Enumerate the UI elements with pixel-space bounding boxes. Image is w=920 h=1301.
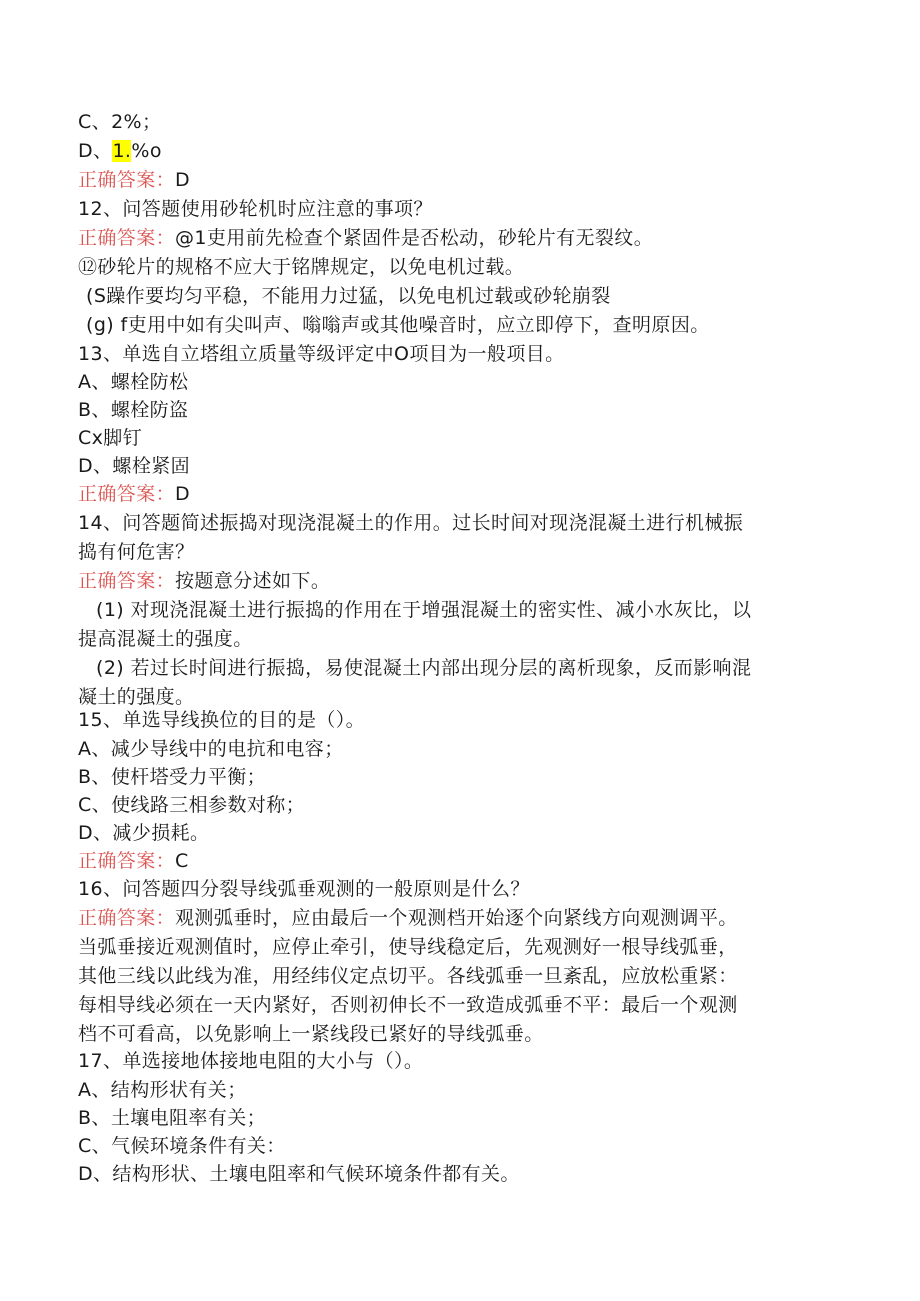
q17-option-d: D、结构形状、土壤电阻率和气候环境条件都有关。: [78, 1163, 520, 1185]
answer-label: 正确答案：: [78, 907, 176, 929]
q12-answer-line-3: (S躁作要均匀平稳，不能用力过猛，以免电机过载或砂轮崩裂: [86, 285, 611, 307]
q13-question: 13、单选自立塔组立质量等级评定中O项目为一般项目。: [78, 343, 565, 365]
q16-answer-line-2: 当弧垂接近观测值时，应停止牵引，使导线稳定后，先观测好一根导线弧垂，: [78, 936, 738, 958]
q13-option-d: D、螺栓紧固: [78, 455, 191, 477]
q16-answer-line-3: 其他三线以此线为准，用经纬仪定点切平。各线弧垂一旦紊乱，应放松重紧：: [78, 965, 738, 987]
q14-point-2-cont: 凝土的强度。: [78, 686, 195, 708]
answer-value: 按题意分述如下。: [175, 570, 331, 592]
q17-option-c: C、气候环境条件有关：: [78, 1135, 286, 1157]
answer-value: D: [175, 169, 191, 191]
q15-option-d: D、减少损耗。: [78, 822, 210, 844]
q14-question-line-2: 捣有何危害？: [78, 541, 195, 563]
q14-answer: [78, 567, 330, 595]
q15-option-b: B、使杆塔受力平衡；: [78, 766, 267, 788]
q14-point-1: (1) 对现浇混凝土进行振捣的作用在于增强混凝土的密实性、减小水灰比，以: [96, 599, 752, 621]
q13-option-a: A、螺栓防松: [78, 371, 189, 393]
highlighted-text: 1.: [112, 140, 132, 162]
q17-option-a: A、结构形状有关；: [78, 1079, 247, 1101]
answer-label: 正确答案：: [78, 483, 176, 505]
answer-label: 正确答案：: [78, 227, 176, 249]
q16-answer-line-5: 档不可看高，以免影响上一紧线段已紧好的导线弧垂。: [78, 1023, 544, 1045]
q13-answer: [78, 480, 190, 508]
q16-question: 16、问答题四分裂导线弧垂观测的一般原则是什么？: [78, 878, 530, 900]
q14-question: 14、问答题简述振捣对现浇混凝土的作用。过长时间对现浇混凝土进行机械振: [78, 512, 744, 534]
answer-value: D: [175, 483, 191, 505]
q15-question: 15、单选导线换位的目的是（）。: [78, 709, 366, 731]
q17-option-b: B、土壤电阻率有关；: [78, 1107, 267, 1129]
q14-point-1-cont: 提高混凝土的强度。: [78, 628, 253, 650]
answer-label: 正确答案：: [78, 570, 176, 592]
q13-option-b: B、螺栓防盗: [78, 399, 189, 421]
q11-option-c: C、2%；: [78, 111, 162, 133]
q15-answer: [78, 847, 189, 875]
answer-value: @1吏用前先检查个紧固件是否松动，砂轮片有无裂纹。: [175, 227, 654, 249]
q17-question: 17、单选接地体接地电阻的大小与（）。: [78, 1050, 424, 1072]
answer-value: C: [175, 850, 189, 872]
q12-answer-line-4: (g) f吏用中如有尖叫声、嗡嗡声或其他噪音时，应立即停下，查明原因。: [86, 314, 710, 336]
q12-answer-line-2: ⑫砂轮片的规格不应大于铭牌规定，以免电机过载。: [78, 256, 525, 278]
q15-option-a: A、减少导线中的电抗和电容；: [78, 738, 344, 760]
q12-answer: [78, 224, 653, 252]
q11-option-d-prefix: D、: [78, 140, 113, 162]
q13-option-c: Cx脚钉: [78, 427, 143, 449]
q15-option-c: C、使线路三相参数对称；: [78, 794, 306, 816]
q11-answer: [78, 166, 190, 194]
answer-label: 正确答案：: [78, 850, 176, 872]
q16-answer-line-4: 每相导线必须在一天内紧好，否则初伸长不一致造成弧垂不平：最后一个观测: [78, 994, 738, 1016]
q16-answer: [78, 904, 738, 932]
q12-question: 12、问答题使用砂轮机时应注意的事项？: [78, 198, 433, 220]
q11-option-d: [78, 137, 162, 165]
q11-option-d-rest: %o: [131, 140, 162, 162]
answer-label: 正确答案：: [78, 169, 176, 191]
answer-value: 观测弧垂时，应由最后一个观测档开始逐个向紧线方向观测调平。: [175, 907, 738, 929]
q14-point-2: (2) 若过长时间进行振捣，易使混凝土内部出现分层的离析现象，反而影响混: [96, 657, 752, 679]
